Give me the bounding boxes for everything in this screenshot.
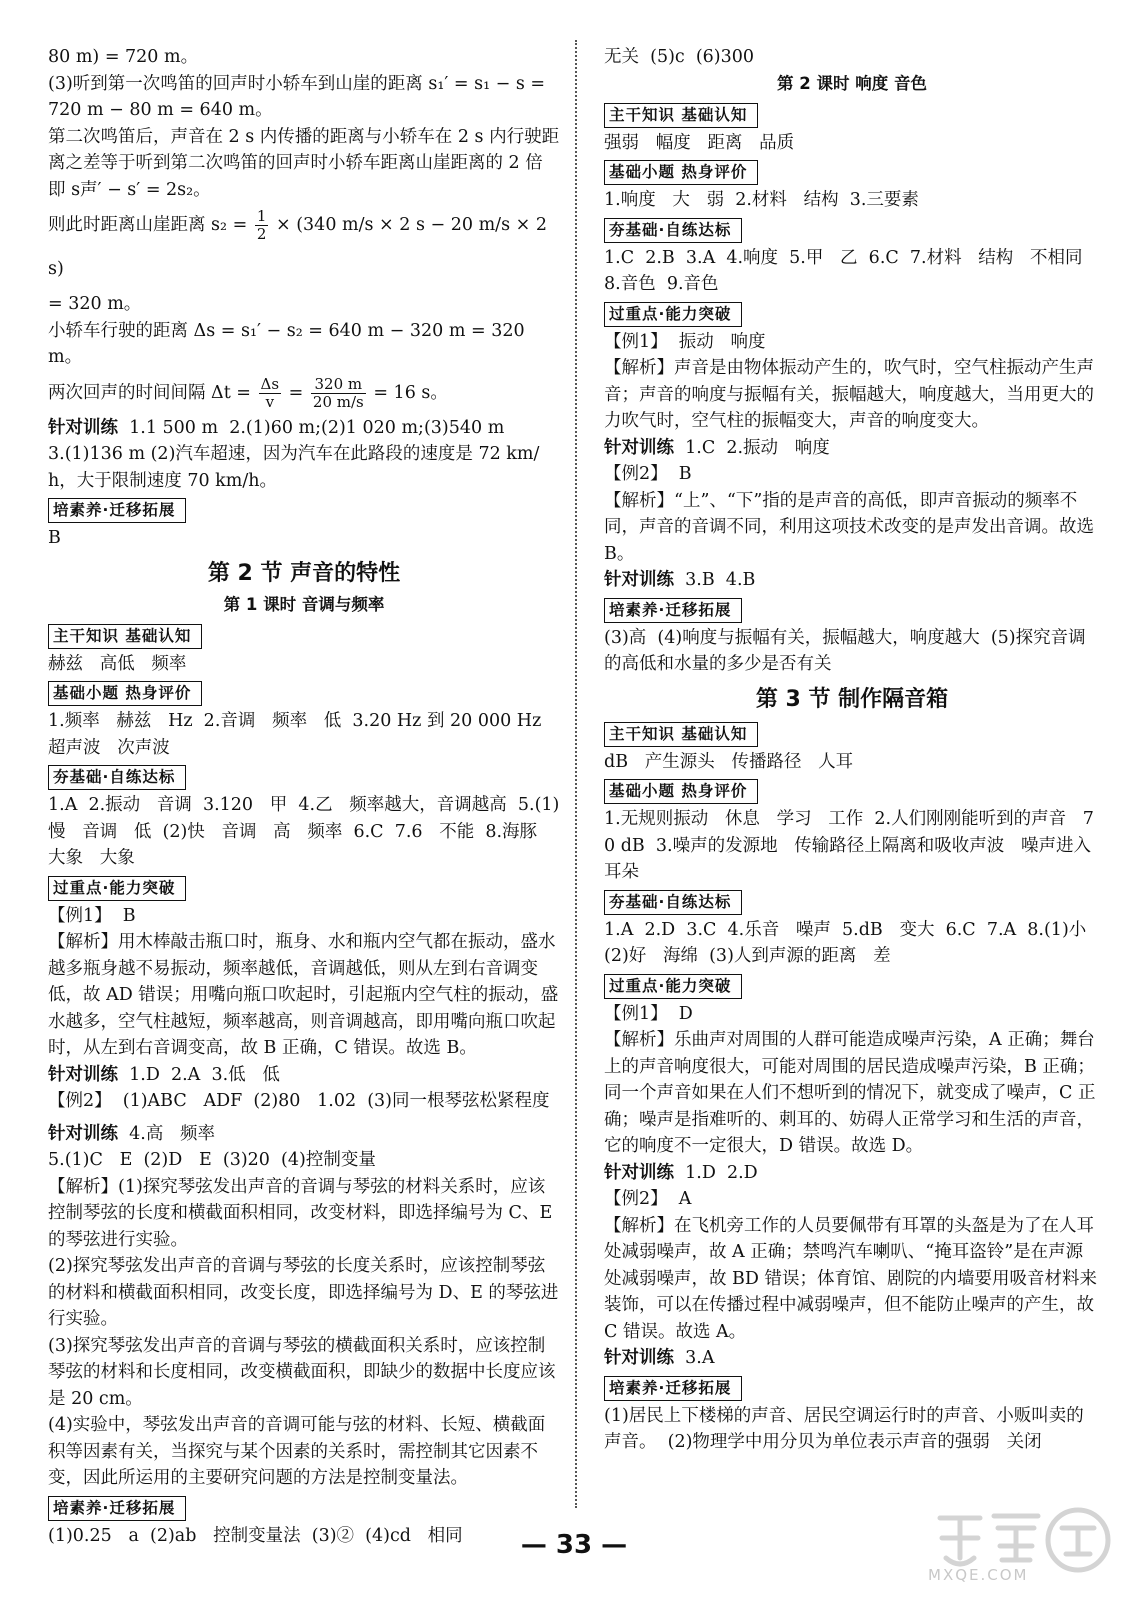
practice-answers: 3.A bbox=[674, 1348, 715, 1368]
example-line: 【例1】 B bbox=[48, 905, 136, 926]
practice-label: 针对训练 bbox=[604, 570, 674, 590]
lesson-title: 第 1 课时 音调与频率 bbox=[223, 594, 385, 614]
answer-line: (1)0.25 a (2)ab 控制变量法 (3)② (4)cd 相同 bbox=[48, 1525, 463, 1546]
practice-line bbox=[48, 415, 560, 442]
fraction-denominator: 20 m/s bbox=[312, 392, 364, 411]
section-box-label: 主干知识 基础认知 bbox=[604, 722, 758, 747]
section-box-label: 培素养·迁移拓展 bbox=[604, 1376, 742, 1401]
analysis-text: (4)实验中，琴弦发出声音的音调可能与弦的材料、长短、横截面积等因素有关，当探究与某个因素的关系时，需控制其它因素不变，因此所运用的主要研究问题的方法是控制变量法。 bbox=[48, 1415, 546, 1488]
equation-suffix: = 16 s。 bbox=[373, 382, 448, 403]
equation-prefix: 则此时距离山崖距离 s₂ = bbox=[48, 215, 248, 235]
section-box-label: 主干知识 基础认知 bbox=[48, 624, 202, 649]
answer-line: 1.响度 大 弱 2.材料 结构 3.三要素 bbox=[604, 190, 919, 210]
fraction-numerator: Δs bbox=[260, 374, 280, 393]
text-line: 无关 (5)c (6)300 bbox=[604, 47, 755, 67]
answer-line: dB 产生源头 传播路径 人耳 bbox=[604, 751, 854, 772]
example-line: 【例2】 B bbox=[604, 464, 692, 484]
practice-answers: 4.高 频率 bbox=[118, 1123, 216, 1144]
fraction bbox=[255, 208, 269, 243]
example-line: 【例2】 (1)ABC ADF (2)80 1.02 (3)同一根琴弦松紧程度 bbox=[48, 1091, 550, 1111]
example-line: 【例1】 振动 响度 bbox=[604, 331, 766, 352]
practice-line bbox=[48, 1062, 560, 1089]
answer-line: 1.C 2.B 3.A 4.响度 5.甲 乙 6.C 7.材料 结构 不相同 8.音色 9.音色 bbox=[604, 247, 1094, 294]
section-box-label: 培素养·迁移拓展 bbox=[604, 598, 742, 623]
analysis-text: 【解析】乐曲声对周围的人群可能造成噪声污染，A 正确；舞台上的声音响度很大，可能对周围的居民造成噪声污染，B 正确；同一个声音如果在人们不想听到的情况下，就变成了噪声，C 正确；噪声是指难听的、刺耳的、妨碍人正常学习和生活的声音，它的响度不一定很大，D 错误。故选 D。 bbox=[604, 1030, 1096, 1156]
answer-line: 1.A 2.D 3.C 4.乐音 噪声 5.dB 变大 6.C 7.A 8.(1)小 (2)好 海绵 (3)人到声源的距离 差 bbox=[604, 919, 1098, 966]
text-line: = 320 m。 bbox=[48, 294, 142, 314]
practice-line bbox=[48, 1121, 560, 1148]
section-box-label: 夯基础·自练达标 bbox=[604, 218, 742, 243]
left-column bbox=[48, 44, 560, 1549]
section-box-label: 培素养·迁移拓展 bbox=[48, 1496, 186, 1521]
column-divider bbox=[575, 40, 577, 1508]
practice-answers: 1.1 500 m 2.(1)60 m;(2)1 020 m;(3)540 m bbox=[118, 417, 505, 438]
fraction-numerator: 320 m bbox=[311, 376, 366, 394]
section-box-label: 基础小题 热身评价 bbox=[48, 681, 202, 706]
practice-label: 针对训练 bbox=[48, 1064, 118, 1085]
analysis-text: 【解析】声音是由物体振动产生的，吹气时，空气柱振动产生声音；声音的响度与振幅有关，振幅越大，响度越大，当用更大的力吹气时，空气柱的振幅变大，声音的响度变大。 bbox=[604, 358, 1094, 431]
section-box-label: 基础小题 热身评价 bbox=[604, 160, 758, 185]
fraction-numerator: 1 bbox=[256, 207, 267, 225]
answer-line: 赫兹 高低 频率 bbox=[48, 653, 187, 674]
text-line: 第二次鸣笛后，声音在 2 s 内传播的距离与小轿车在 2 s 内行驶距离之差等于听到第二次鸣笛的回声时小轿车距离山崖距离的 2 倍即 s声′ − s′ = 2s₂。 bbox=[48, 126, 560, 200]
section-box-label: 过重点·能力突破 bbox=[604, 974, 742, 999]
answer-line: 5.(1)C E (2)D E (3)20 (4)控制变量 bbox=[48, 1150, 376, 1170]
lesson-title: 第 2 课时 响度 音色 bbox=[777, 73, 927, 93]
analysis-text: 【解析】用木棒敲击瓶口时，瓶身、水和瓶内空气都在振动，盛水越多瓶身越不易振动，频率越低，音调越低，则从左到右音调变低，故 AD 错误；用嘴向瓶口吹起时，引起瓶内空气柱的振动，盛水越多，空气柱越短，频率越高，则音调越高，即用嘴向瓶口吹起时，从左到右音调变高，故 B 正确，C 错误。故选 B。 bbox=[48, 932, 559, 1058]
practice-label: 针对训练 bbox=[48, 1123, 118, 1144]
answer-line: (1)居民上下楼梯的声音、居民空调运行时的声音、小贩叫卖的声音。 (2)物理学中用分贝为单位表示声音的强弱 关闭 bbox=[604, 1405, 1084, 1452]
answer-line: 强弱 幅度 距离 品质 bbox=[604, 132, 795, 153]
practice-line bbox=[604, 1160, 1100, 1187]
practice-answers: 1.D 2.A 3.低 低 bbox=[118, 1064, 280, 1085]
equation-suffix: × (340 m/s × 2 s − 20 m/s × 2 s) bbox=[48, 215, 547, 279]
section-title: 第 3 节 制作隔音箱 bbox=[755, 686, 949, 712]
example-line: 【例2】 A bbox=[604, 1189, 692, 1209]
text-line: 80 m) = 720 m。 bbox=[48, 47, 199, 67]
section-box-label: 夯基础·自练达标 bbox=[48, 765, 186, 790]
section-title: 第 2 节 声音的特性 bbox=[207, 560, 401, 586]
analysis-text: (3)探究琴弦发出声音的音调与琴弦的横截面积关系时，应该控制琴弦的材料和长度相同，改变横截面积，即缺少的数据中长度应该是 20 cm。 bbox=[48, 1335, 556, 1409]
equation-prefix: 两次回声的时间间隔 Δt = bbox=[48, 382, 251, 403]
section-box-label: 过重点·能力突破 bbox=[604, 302, 742, 327]
analysis-text: 【解析】“上”、“下”指的是声音的高低，即声音振动的频率不同，声音的音调不同，利用这项技术改变的是声发出音调。故选 B。 bbox=[604, 490, 1094, 564]
answer-line: B bbox=[48, 528, 61, 548]
practice-line bbox=[604, 567, 1100, 594]
section-box-label: 培素养·迁移拓展 bbox=[48, 498, 186, 523]
fraction-denominator: v bbox=[265, 392, 275, 411]
page-number: — 33 — bbox=[520, 1530, 628, 1560]
practice-label: 针对训练 bbox=[48, 417, 118, 438]
answer-line: 1.A 2.振动 音调 3.120 甲 4.乙 频率越大，音调越高 5.(1)慢 音调 低 (2)快 音调 高 频率 6.C 7.6 不能 8.海豚 大象 大象 bbox=[48, 795, 560, 868]
equation-line bbox=[48, 371, 560, 415]
practice-line bbox=[604, 435, 1100, 462]
analysis-text: (2)探究琴弦发出声音的音调与琴弦的长度关系时，应该控制琴弦的材料和横截面积相同，改变长度，即选择编号为 D、E 的琴弦进行实验。 bbox=[48, 1256, 559, 1329]
fraction bbox=[259, 376, 282, 411]
answer-line: 1.无规则振动 休息 学习 工作 2.人们刚刚能听到的声音 70 dB 3.噪声的发源地 传输路径上隔离和吸收声波 噪声进入耳朵 bbox=[604, 809, 1094, 882]
fraction-denominator: 2 bbox=[256, 225, 267, 243]
practice-label: 针对训练 bbox=[604, 437, 674, 458]
practice-label: 针对训练 bbox=[604, 1162, 674, 1183]
text-line: 小轿车行驶的距离 Δs = s₁′ − s₂ = 640 m − 320 m = 320 m。 bbox=[48, 320, 525, 367]
right-column bbox=[604, 44, 1100, 1456]
section-box-label: 夯基础·自练达标 bbox=[604, 890, 742, 915]
watermark-text: MXQE.COM bbox=[928, 1566, 1029, 1584]
text-line: (3)听到第一次鸣笛的回声时小轿车到山崖的距离 s₁′ = s₁ − s = 720 m − 80 m = 640 m。 bbox=[48, 73, 546, 120]
answer-line: 1.频率 赫兹 Hz 2.音调 频率 低 3.20 Hz 到 20 000 Hz 超声波 次声波 bbox=[48, 711, 558, 758]
text-line: 3.(1)136 m (2)汽车超速，因为汽车在此路段的速度是 72 km/h，大于限制速度 70 km/h。 bbox=[48, 444, 540, 491]
analysis-text: 【解析】在飞机旁工作的人员要佩带有耳罩的头盔是为了在人耳处减弱噪声，故 A 正确；禁鸣汽车喇叭、“掩耳盗铃”是在声源处减弱噪声，故 BD 错误；体育馆、剧院的内墙要用吸音材料来装饰，可以在传播过程中减弱噪声，但不能防止噪声的产生，故 C 错误。故选 A。 bbox=[604, 1215, 1098, 1342]
practice-label: 针对训练 bbox=[604, 1348, 674, 1368]
practice-answers: 3.B 4.B bbox=[674, 570, 756, 590]
equation-equals: = bbox=[288, 382, 304, 403]
section-box-label: 主干知识 基础认知 bbox=[604, 103, 758, 128]
practice-answers: 1.C 2.振动 响度 bbox=[674, 437, 830, 458]
example-line: 【例1】 D bbox=[604, 1003, 693, 1024]
section-box-label: 基础小题 热身评价 bbox=[604, 779, 758, 804]
fraction bbox=[311, 376, 366, 411]
equation-line bbox=[48, 203, 560, 291]
practice-line bbox=[604, 1345, 1100, 1372]
answer-line: (3)高 (4)响度与振幅有关，振幅越大，响度越大 (5)探究音调的高低和水量的多少是否有关 bbox=[604, 627, 1086, 674]
section-box-label: 过重点·能力突破 bbox=[48, 876, 186, 901]
practice-answers: 1.D 2.D bbox=[674, 1162, 758, 1183]
analysis-text: 【解析】(1)探究琴弦发出声音的音调与琴弦的材料关系时，应该控制琴弦的长度和横截面积相同，改变材料，即选择编号为 C、E 的琴弦进行实验。 bbox=[48, 1176, 553, 1250]
